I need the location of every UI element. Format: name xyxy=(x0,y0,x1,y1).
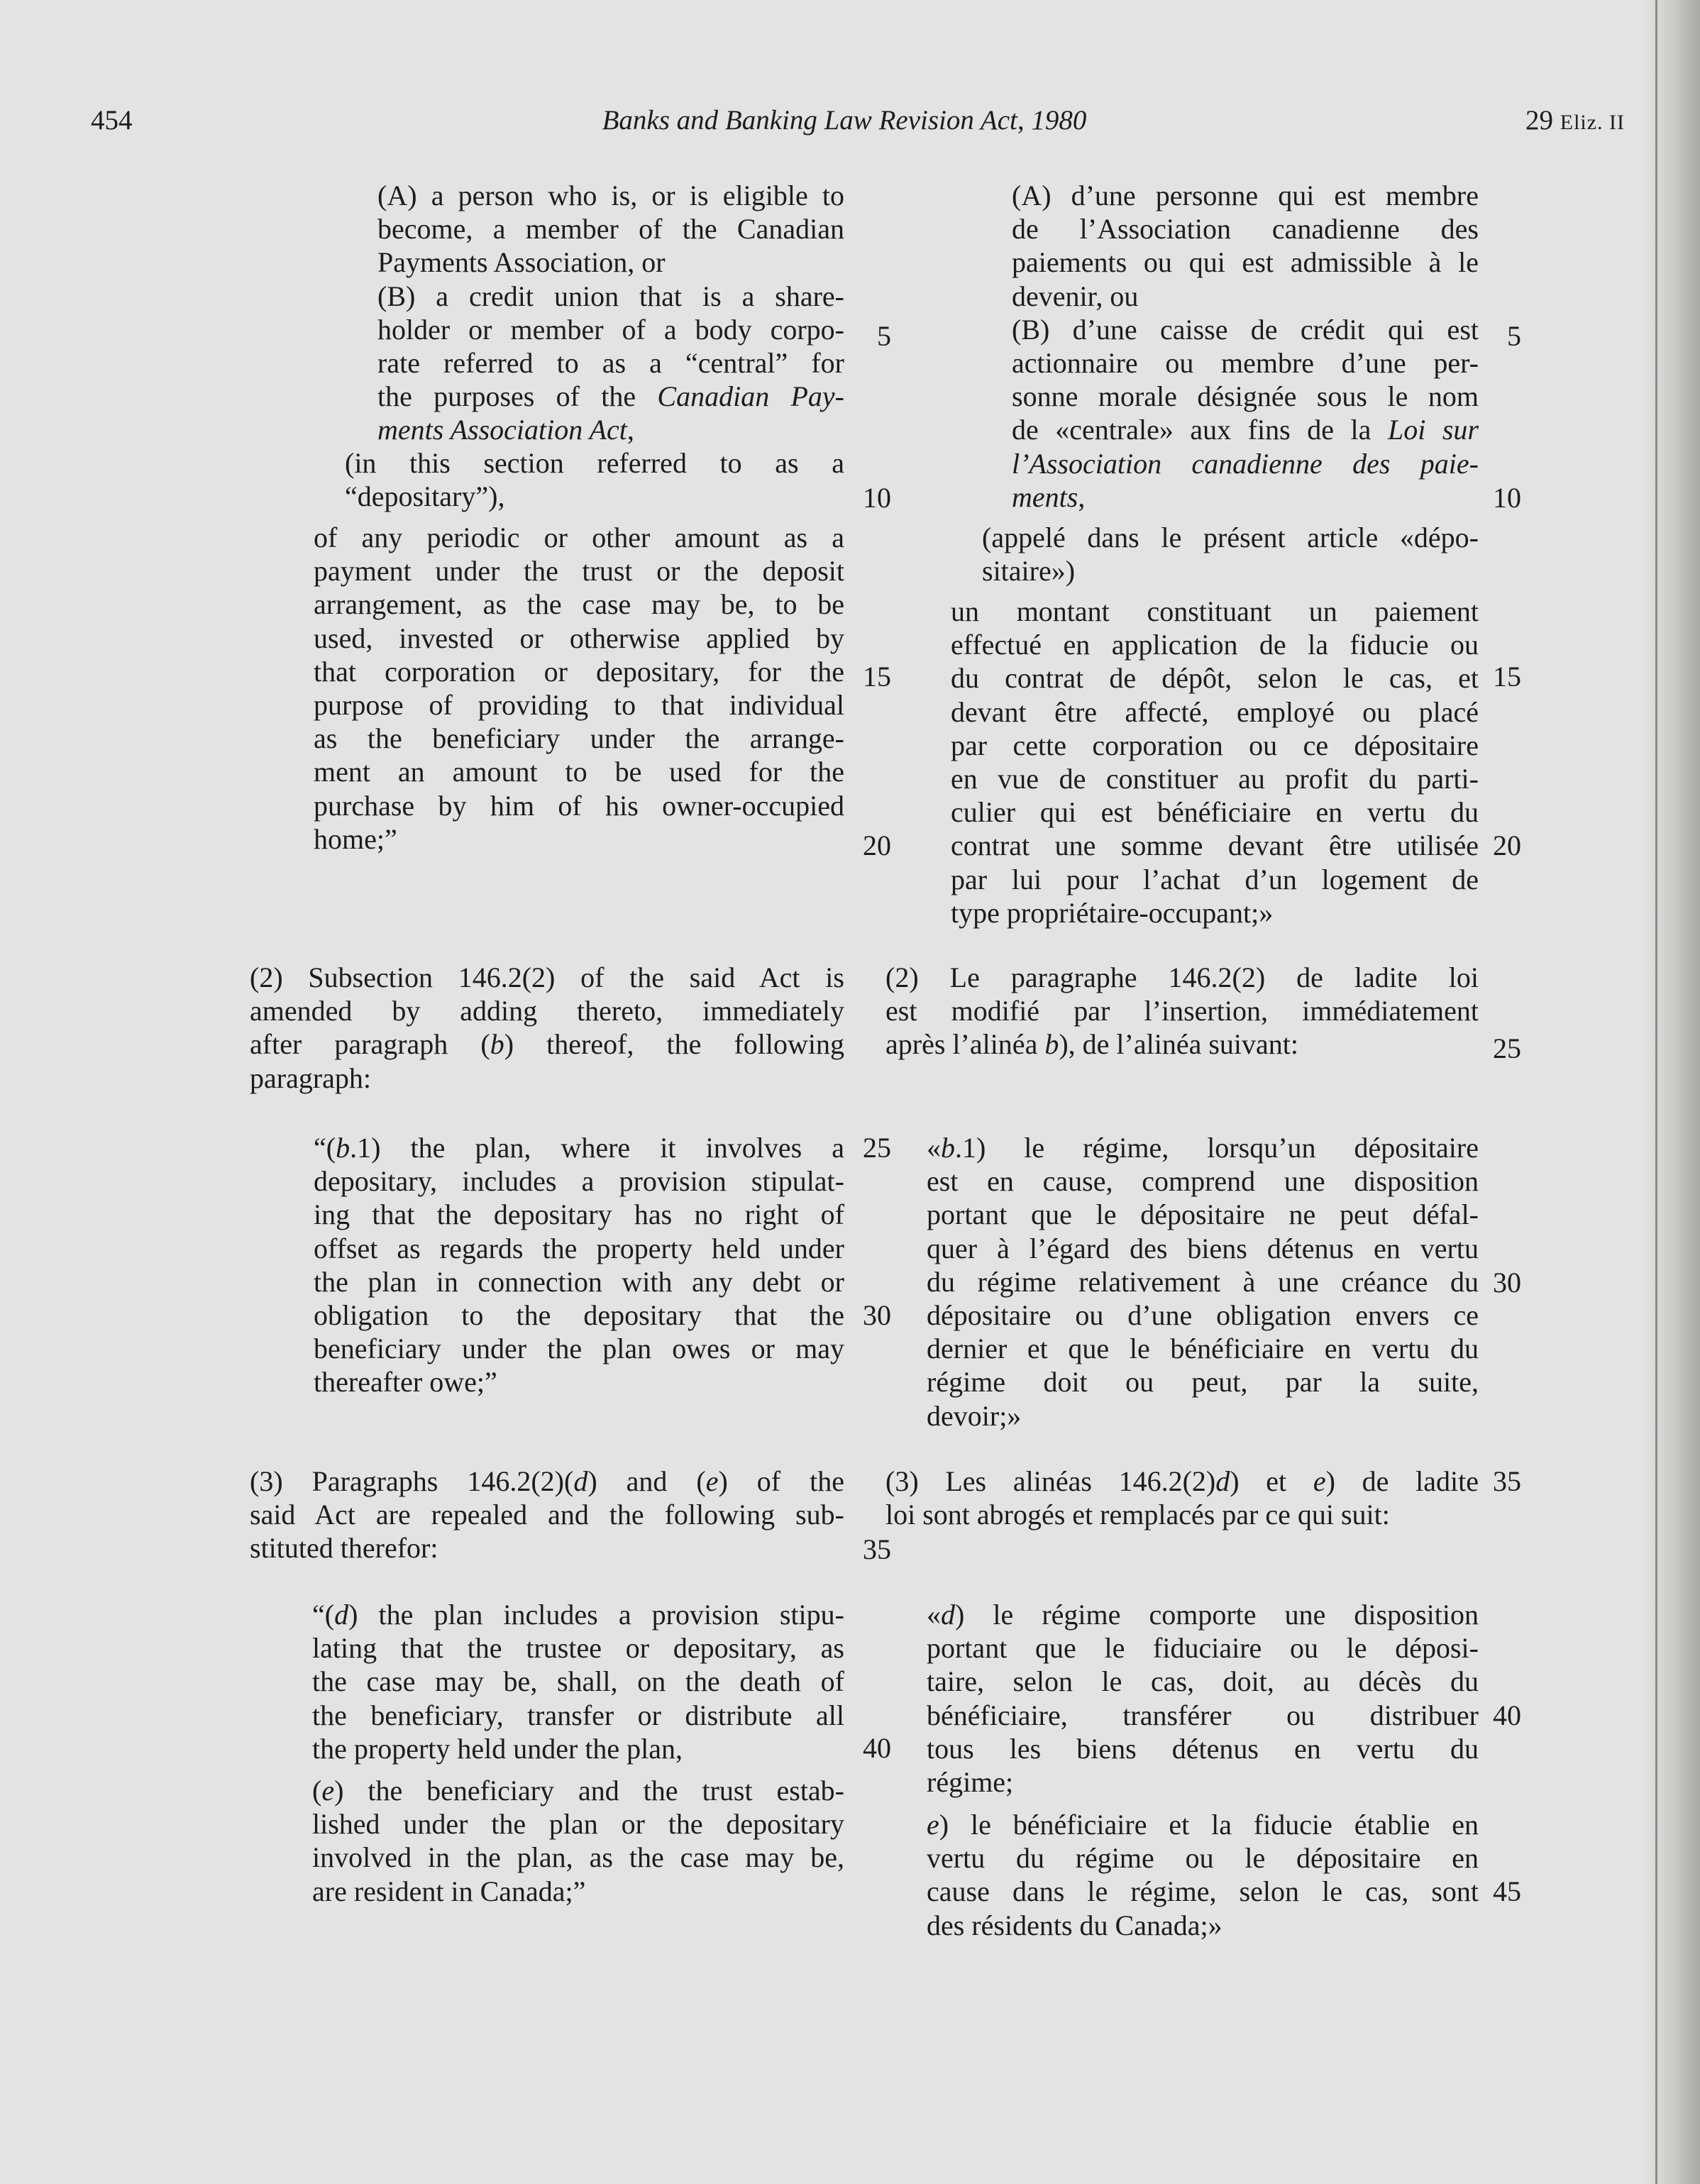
french-amount-paragraph xyxy=(951,595,1479,930)
text-line: loi sont abrogés et remplacés par ce qui suit: xyxy=(885,1499,1390,1531)
text-line: «d) le régime comporte une disposition xyxy=(927,1599,1479,1631)
text-line: portant que le fiduciaire ou le déposi- xyxy=(927,1632,1479,1665)
text-line: said Act are repealed and the following sub- xyxy=(250,1499,844,1531)
text-line: un montant constituant un paiement xyxy=(951,595,1479,627)
english-paragraph-e xyxy=(312,1774,844,1908)
text-line: des résidents du Canada;» xyxy=(927,1909,1222,1941)
text-line: the case may be, shall, on the death of xyxy=(312,1665,844,1698)
text-line: of any periodic or other amount as a xyxy=(314,522,844,553)
text-line: paiements ou qui est admissible à le xyxy=(1012,246,1479,279)
english-line-number: 20 xyxy=(863,829,891,861)
text-line: become, a member of the Canadian xyxy=(377,213,844,246)
text-line: contrat une somme devant être utilisée xyxy=(951,829,1479,862)
french-line-number: 25 xyxy=(1493,1032,1521,1064)
text-line: régime doit ou peut, par la suite, xyxy=(927,1366,1479,1399)
text-line: “(d) the plan includes a provision stipu- xyxy=(312,1599,844,1631)
book-spine-shadow xyxy=(1643,0,1700,2184)
text-line: lished under the plan or the depositary xyxy=(312,1808,844,1841)
text-line: de l’Association canadienne des xyxy=(1012,213,1479,246)
french-line-number: 35 xyxy=(1493,1465,1521,1497)
text-line: (e) the beneficiary and the trust estab- xyxy=(312,1775,844,1807)
english-depositary-definition xyxy=(345,446,844,513)
text-line: (B) d’une caisse de crédit qui est xyxy=(1012,313,1479,346)
english-line-number: 35 xyxy=(863,1533,891,1565)
text-line: the property held under the plan, xyxy=(312,1732,683,1765)
french-clause-a-b xyxy=(1012,179,1479,514)
french-paragraph-b1 xyxy=(927,1131,1479,1433)
text-line: the plan in connection with any debt or xyxy=(314,1265,844,1298)
text-line: effectué en application de la fiducie ou xyxy=(951,629,1479,661)
text-line: cause dans le régime, selon le cas, sont xyxy=(927,1875,1479,1908)
text-line: depositary, includes a provision stipulat- xyxy=(314,1165,844,1198)
running-title: Banks and Banking Law Revision Act, 1980 xyxy=(602,105,1087,136)
text-line: the beneficiary, transfer or distribute all xyxy=(312,1699,844,1731)
text-line: (2) Le paragraphe 146.2(2) de ladite loi xyxy=(885,961,1479,993)
french-line-number: 10 xyxy=(1493,482,1521,514)
text-line: are resident in Canada;” xyxy=(312,1875,586,1907)
text-line: vertu du régime ou le dépositaire en xyxy=(927,1842,1479,1875)
text-line: “depositary”), xyxy=(345,480,505,513)
text-line: amended by adding thereto, immediately xyxy=(250,995,844,1027)
text-line: purpose of providing to that individual xyxy=(314,689,844,722)
text-line: type propriétaire-occupant;» xyxy=(951,896,1274,929)
text-line: (A) a person who is, or is eligible to xyxy=(377,180,844,211)
french-subsection-2 xyxy=(885,961,1479,1061)
regnal-year xyxy=(1525,103,1625,140)
text-line: devenir, ou xyxy=(1012,280,1139,312)
text-line: de «centrale» aux fins de la Loi sur xyxy=(1012,414,1479,446)
text-line: (appelé dans le présent article «dépo- xyxy=(982,522,1479,553)
text-line: paragraph: xyxy=(250,1061,372,1094)
text-line: thereafter owe;” xyxy=(314,1366,497,1399)
text-line: est modifié par l’insertion, immédiatement xyxy=(885,995,1479,1027)
text-line: culier qui est bénéficiaire en vertu du xyxy=(951,796,1479,829)
french-line-number: 30 xyxy=(1493,1267,1521,1298)
text-line: après l’alinéa b), de l’alinéa suivant: xyxy=(885,1028,1298,1061)
text-line: lating that the trustee or depositary, as xyxy=(312,1632,844,1665)
text-line: used, invested or otherwise applied by xyxy=(314,622,844,654)
text-line: holder or member of a body corpo- xyxy=(377,313,844,346)
english-paragraph-b1 xyxy=(314,1131,844,1399)
text-line: bénéficiaire, transférer ou distribuer xyxy=(927,1699,1479,1731)
english-amount-paragraph xyxy=(314,521,844,856)
text-line: involved in the plan, as the case may be, xyxy=(312,1841,844,1874)
french-line-number: 40 xyxy=(1493,1699,1521,1731)
text-line: “(b.1) the plan, where it involves a xyxy=(314,1132,844,1164)
text-line: obligation to the depositary that the xyxy=(314,1299,844,1332)
english-line-number: 25 xyxy=(863,1132,891,1164)
text-line: sitaire») xyxy=(982,555,1076,588)
text-line: quer à l’égard des biens détenus en vertu xyxy=(927,1232,1479,1264)
text-line: en vue de constituer au profit du parti- xyxy=(951,763,1479,795)
english-line-number: 40 xyxy=(863,1732,891,1764)
english-subsection-2 xyxy=(250,961,844,1095)
english-clause-a-b xyxy=(377,179,844,447)
text-line: home;” xyxy=(314,822,397,855)
text-line: dépositaire ou d’une obligation envers ce xyxy=(927,1299,1479,1332)
text-line: beneficiary under the plan owes or may xyxy=(314,1333,844,1365)
book-spine-edge xyxy=(1655,0,1657,2184)
text-line: régime; xyxy=(927,1766,1014,1799)
text-line: e) le bénéficiaire et la fiducie établie en xyxy=(927,1809,1479,1841)
text-line: (3) Paragraphs 146.2(2)(d) and (e) of the xyxy=(250,1465,844,1497)
text-line: purchase by him of his owner-occupied xyxy=(314,789,844,822)
text-line: ing that the depositary has no right of xyxy=(314,1198,844,1231)
text-line: sonne morale désignée sous le nom xyxy=(1012,380,1479,413)
text-line: dernier et que le bénéficiaire en vertu du xyxy=(927,1333,1479,1365)
text-line: (in this section referred to as a xyxy=(345,447,844,479)
text-line: est en cause, comprend une disposition xyxy=(927,1165,1479,1198)
text-line: du contrat de dépôt, selon le cas, et xyxy=(951,662,1479,695)
french-paragraph-d xyxy=(927,1598,1479,1799)
text-line: offset as regards the property held under xyxy=(314,1232,844,1264)
french-line-number: 15 xyxy=(1493,661,1521,693)
french-line-number: 5 xyxy=(1507,320,1521,352)
english-line-number: 10 xyxy=(863,482,891,514)
text-line: (A) d’une personne qui est membre xyxy=(1012,180,1479,211)
text-line: ment an amount to be used for the xyxy=(314,756,844,788)
text-line: arrangement, as the case may be, to be xyxy=(314,588,844,621)
english-line-number: 30 xyxy=(863,1299,891,1331)
french-subsection-3 xyxy=(885,1465,1479,1531)
text-line: as the beneficiary under the arrange- xyxy=(314,722,844,755)
text-line: stituted therefor: xyxy=(250,1532,438,1565)
french-line-number: 45 xyxy=(1493,1875,1521,1907)
text-line: after paragraph (b) thereof, the following xyxy=(250,1028,845,1061)
text-line: taire, selon le cas, doit, au décès du xyxy=(927,1665,1479,1698)
english-line-number: 5 xyxy=(877,320,891,352)
text-line: tous les biens détenus en vertu du xyxy=(927,1732,1479,1765)
text-line: «b.1) le régime, lorsqu’un dépositaire xyxy=(927,1132,1479,1164)
text-line: ments Association Act, xyxy=(377,414,634,446)
page-number: 454 xyxy=(91,105,133,136)
text-line: par lui pour l’achat d’un logement de xyxy=(951,863,1479,895)
text-line: devant être affecté, employé ou placé xyxy=(951,695,1479,728)
text-line: devoir;» xyxy=(927,1399,1022,1432)
french-paragraph-e xyxy=(927,1808,1479,1942)
english-subsection-3 xyxy=(250,1465,844,1565)
text-line: du régime relativement à une créance du xyxy=(927,1265,1479,1298)
text-line: (2) Subsection 146.2(2) of the said Act is xyxy=(250,961,844,993)
text-line: (3) Les alinéas 146.2(2)d) et e) de ladite xyxy=(885,1465,1479,1497)
text-line: portant que le dépositaire ne peut défal- xyxy=(927,1198,1479,1231)
text-line: ments, xyxy=(1012,480,1086,513)
regnal-year-number: 29 xyxy=(1525,105,1560,136)
text-line: (B) a credit union that is a share- xyxy=(377,280,844,312)
english-paragraph-d xyxy=(312,1598,844,1765)
text-line: l’Association canadienne des paie- xyxy=(1012,447,1479,480)
text-line: payment under the trust or the deposit xyxy=(314,555,844,588)
french-depositary-definition xyxy=(982,521,1479,588)
english-line-number: 15 xyxy=(863,661,891,693)
text-line: rate referred to as a “central” for xyxy=(377,347,844,380)
text-line: that corporation or depositary, for the xyxy=(314,655,844,688)
text-line: Payments Association, or xyxy=(377,246,666,279)
text-line: the purposes of the Canadian Pay- xyxy=(377,380,844,413)
french-line-number: 20 xyxy=(1493,829,1521,861)
text-line: par cette corporation ou ce dépositaire xyxy=(951,729,1479,761)
text-line: actionnaire ou membre d’une per- xyxy=(1012,347,1479,380)
regnal-year-reign: Eliz. II xyxy=(1560,111,1626,134)
